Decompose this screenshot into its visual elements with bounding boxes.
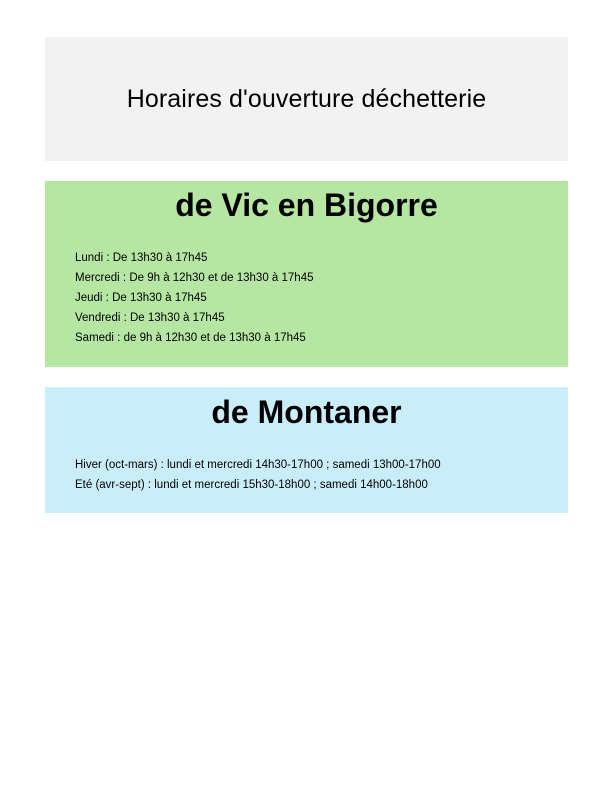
montaner-section-title: de Montaner [211, 394, 402, 430]
vic-section-title: de Vic en Bigorre [175, 187, 438, 223]
vic-en-bigorre-section [45, 181, 568, 367]
montaner-schedule-list [75, 458, 441, 498]
schedule-line-saturday: Samedi : de 9h à 12h30 et de 13h30 à 17h45 [75, 332, 306, 344]
vic-schedule-list [75, 251, 313, 351]
schedule-line-summer: Eté (avr-sept) : lundi et mercredi 15h30-18h00 ; samedi 14h00-18h00 [75, 479, 428, 491]
schedule-line-wednesday: Mercredi : De 9h à 12h30 et de 13h30 à 17h45 [75, 272, 314, 284]
schedule-line-friday: Vendredi : De 13h30 à 17h45 [75, 312, 225, 324]
schedule-line-winter: Hiver (oct-mars) : lundi et mercredi 14h30-17h00 ; samedi 13h00-17h00 [75, 459, 441, 471]
schedule-line-thursday: Jeudi : De 13h30 à 17h45 [75, 292, 207, 304]
header-banner [45, 37, 568, 161]
montaner-section [45, 387, 568, 513]
schedule-line-monday: Lundi : De 13h30 à 17h45 [75, 252, 208, 264]
page-title: Horaires d'ouverture déchetterie [126, 84, 487, 113]
